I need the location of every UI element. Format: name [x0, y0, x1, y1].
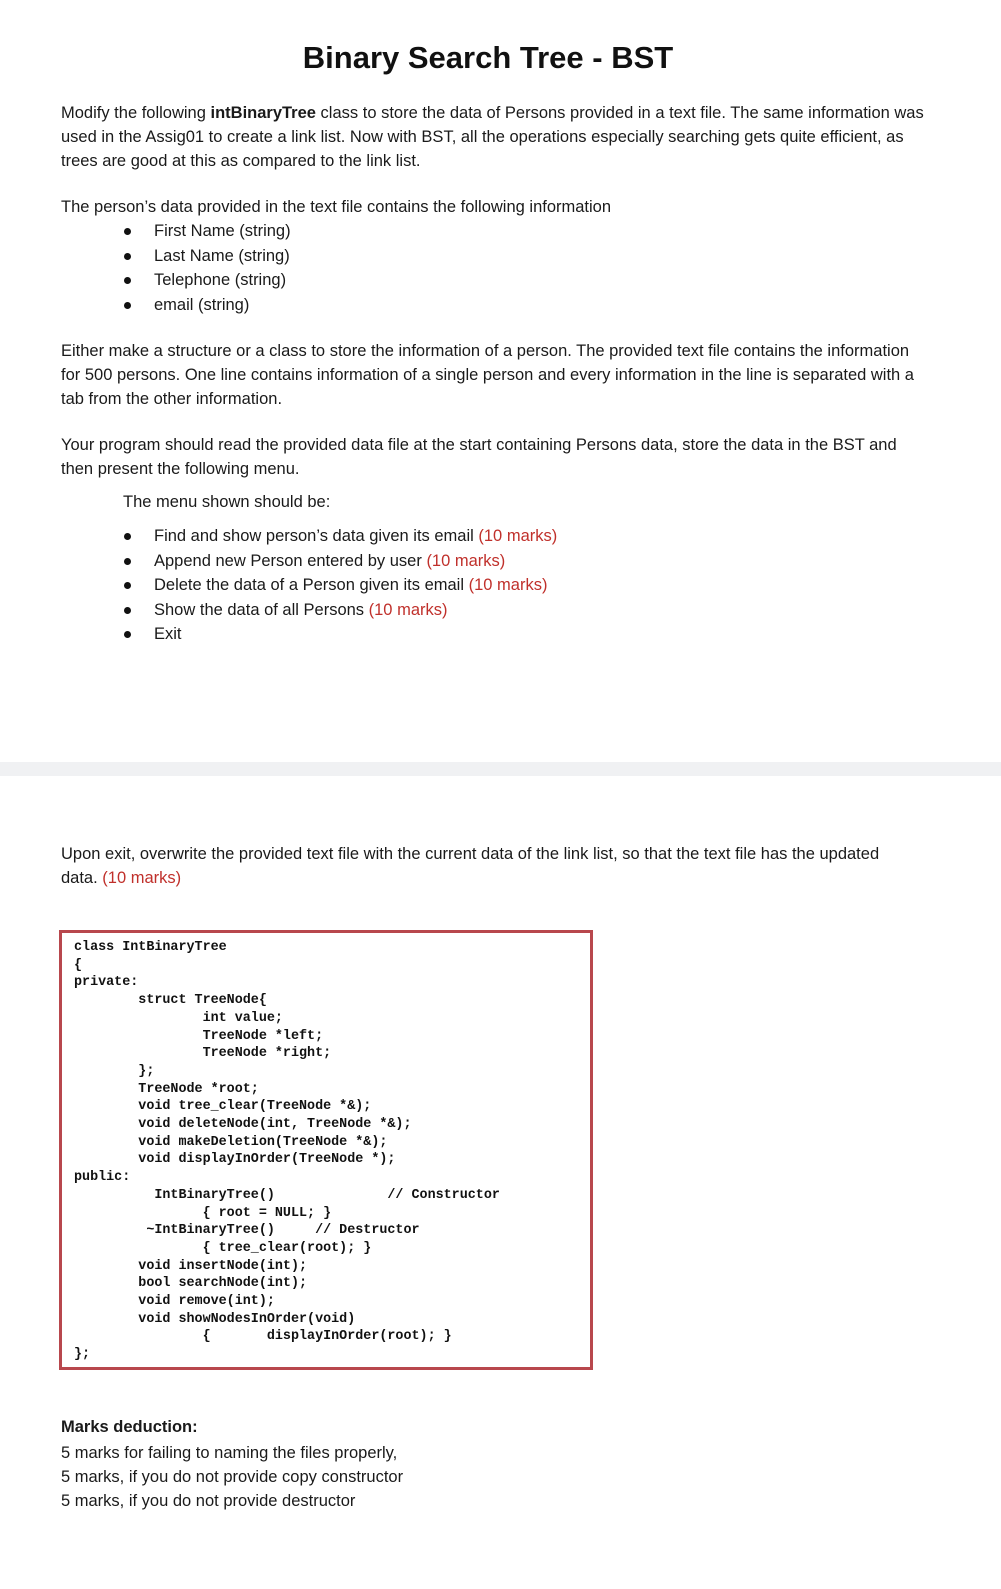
- list-item: 5 marks, if you do not provide copy constructor: [61, 1468, 404, 1486]
- menu-item-append: Append new Person entered by user (10 marks): [122, 549, 557, 574]
- intro-paragraph: [61, 101, 931, 173]
- page-separator: [0, 762, 1001, 776]
- list-item: Telephone (string): [122, 268, 291, 293]
- list-item: 5 marks, if you do not provide destructor: [61, 1492, 356, 1510]
- menu-items-list: [122, 524, 557, 647]
- marks-deduction-title: Marks deduction:: [61, 1418, 198, 1436]
- code-listing: class IntBinaryTree { private: struct TreeNode{ int value; TreeNode *left; TreeNode *right; }; TreeNode *root; void tree_clear(TreeNode *&); void deleteNode(int, TreeNode *&); void makeDeletion(TreeNode *&); void displayInOrder(TreeNode *); public: IntBinaryTree() // Constructor { root = NULL; } ~IntBinaryTree() // Destructor { tree_clear(root); } void insertNode(int); bool searchNode(int); void remove(int); void showNodesInOrder(void) { displayInOrder(root); } };: [74, 940, 500, 1363]
- menu-item-exit: Exit: [122, 622, 557, 647]
- list-item: 5 marks for failing to naming the files properly,: [61, 1444, 398, 1462]
- page-title: Binary Search Tree - BST: [302, 40, 674, 75]
- intro-class-name: intBinaryTree: [210, 104, 316, 122]
- intro-suffix: class to store the data of Persons provided in a text file. The same information was used in the Assig01 to create a link list. Now with BST, all the operations especially searching gets quite efficient, as trees are good at this as compared to the link list.: [61, 104, 924, 170]
- exit-paragraph: Upon exit, overwrite the provided text file with the current data of the link list, so that the text file has the updated data. (10 marks): [61, 845, 880, 887]
- page-2: [0, 776, 1001, 1589]
- marks-label: (10 marks): [478, 527, 558, 545]
- program-paragraph: Your program should read the provided data file at the start containing Persons data, store the data in the BST and then present the following menu.: [61, 436, 897, 478]
- marks-label: (10 marks): [468, 576, 548, 595]
- marks-label: (10 marks): [368, 600, 448, 619]
- menu-item-find: Find and show person’s data given its email (10 marks): [122, 524, 557, 549]
- person-info-paragraph: The person’s data provided in the text file contains the following information: [61, 198, 612, 216]
- page-1: [0, 0, 1001, 762]
- menu-label: The menu shown should be:: [123, 493, 331, 511]
- menu-item-show-all: Show the data of all Persons (10 marks): [122, 598, 557, 623]
- list-item: First Name (string): [122, 219, 291, 244]
- list-item: email (string): [122, 293, 291, 318]
- list-item: Last Name (string): [122, 244, 291, 269]
- menu-item-delete: Delete the data of a Person given its email (10 marks): [122, 573, 557, 598]
- intro-prefix: Modify the following: [61, 104, 211, 122]
- marks-label: (10 marks): [426, 551, 506, 570]
- marks-deduction-list: [61, 1441, 403, 1513]
- structure-paragraph: Either make a structure or a class to store the information of a person. The provided text file contains the information for 500 persons. One line contains information of a single person and every information in the line is separated with a tab from the other information.: [61, 342, 914, 408]
- code-listing-box: [59, 930, 593, 1370]
- person-fields-list: [122, 219, 291, 317]
- marks-label: (10 marks): [102, 869, 182, 887]
